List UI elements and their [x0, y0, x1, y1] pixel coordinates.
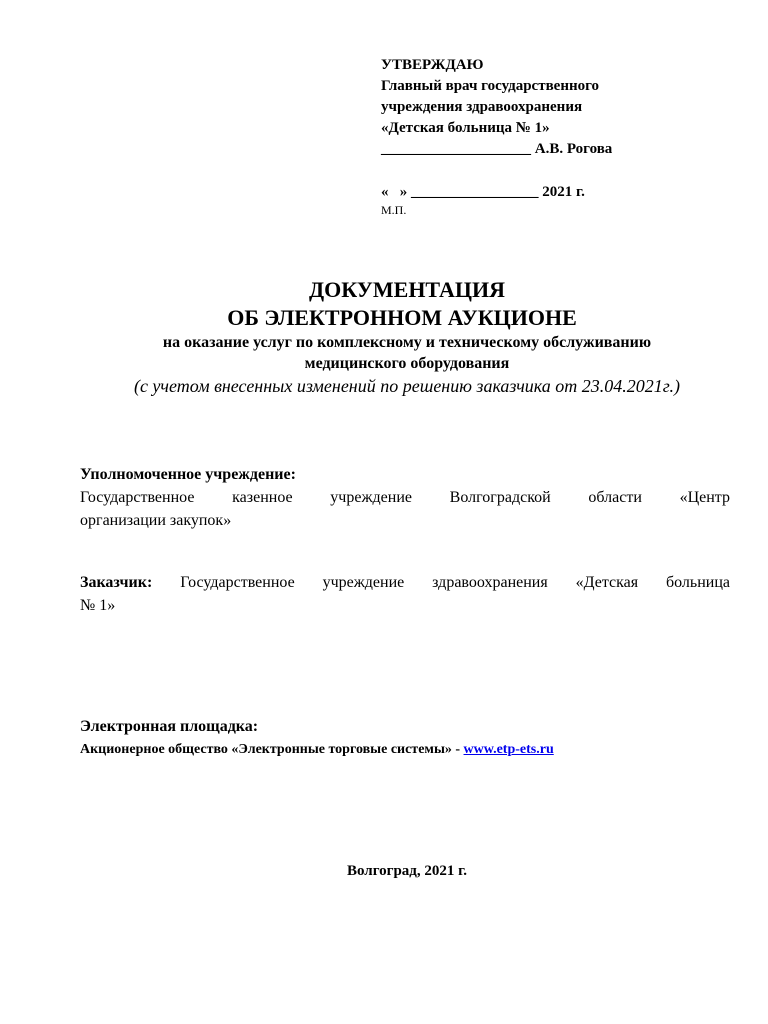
customer-name: Государственное учреждение здравоохранения «Детская больница [180, 574, 731, 591]
place-and-year: Волгоград, 2021 г. [346, 863, 468, 879]
approval-signature-line: ____________________ А.В. Рогова [381, 141, 613, 157]
approval-block [381, 55, 741, 217]
footer [0, 863, 768, 880]
spacer [381, 160, 741, 182]
document-subtitle-line1: на оказание услуг по комплексному и техническому обслуживанию [162, 334, 652, 351]
platform-label: Электронная площадка: [80, 718, 259, 735]
customer-section [80, 571, 730, 617]
approval-heading: УТВЕРЖДАЮ [381, 57, 484, 73]
document-title-line2: ОБ ЭЛЕКТРОННОМ АУКЦИОНЕ [227, 305, 577, 330]
document-title-block [0, 276, 768, 398]
authorized-institution-line1: Государственное казенное учреждение Волгоградской области «Центр [80, 489, 730, 506]
amendment-note: (с учетом внесенных изменений по решению заказчика от 23.04.2021г.) [133, 376, 681, 396]
platform-operator: Акционерное общество «Электронные торговые системы» - [80, 742, 464, 757]
approval-date-line: « » _________________ 2021 г. [381, 184, 585, 200]
approval-position-line2: учреждения здравоохранения [381, 99, 583, 115]
approval-organization: «Детская больница № 1» [381, 120, 550, 136]
document-subtitle-line2: медицинского оборудования [304, 355, 510, 372]
customer-label: Заказчик: [80, 574, 153, 591]
authorized-institution-line2: организации закупок» [80, 512, 232, 529]
platform-section [80, 715, 730, 761]
platform-line [80, 738, 730, 761]
approval-position-line1: Главный врач государственного [381, 78, 600, 94]
platform-link[interactable]: www.etp-ets.ru [463, 742, 554, 757]
document-title: ДОКУМЕНТАЦИЯ [308, 277, 506, 302]
authorized-institution-label: Уполномоченное учреждение: [80, 466, 296, 483]
customer-line2: № 1» [80, 597, 116, 614]
authorized-institution-section [80, 463, 730, 532]
customer-line1 [80, 571, 730, 594]
stamp-mark: М.П. [381, 203, 407, 217]
